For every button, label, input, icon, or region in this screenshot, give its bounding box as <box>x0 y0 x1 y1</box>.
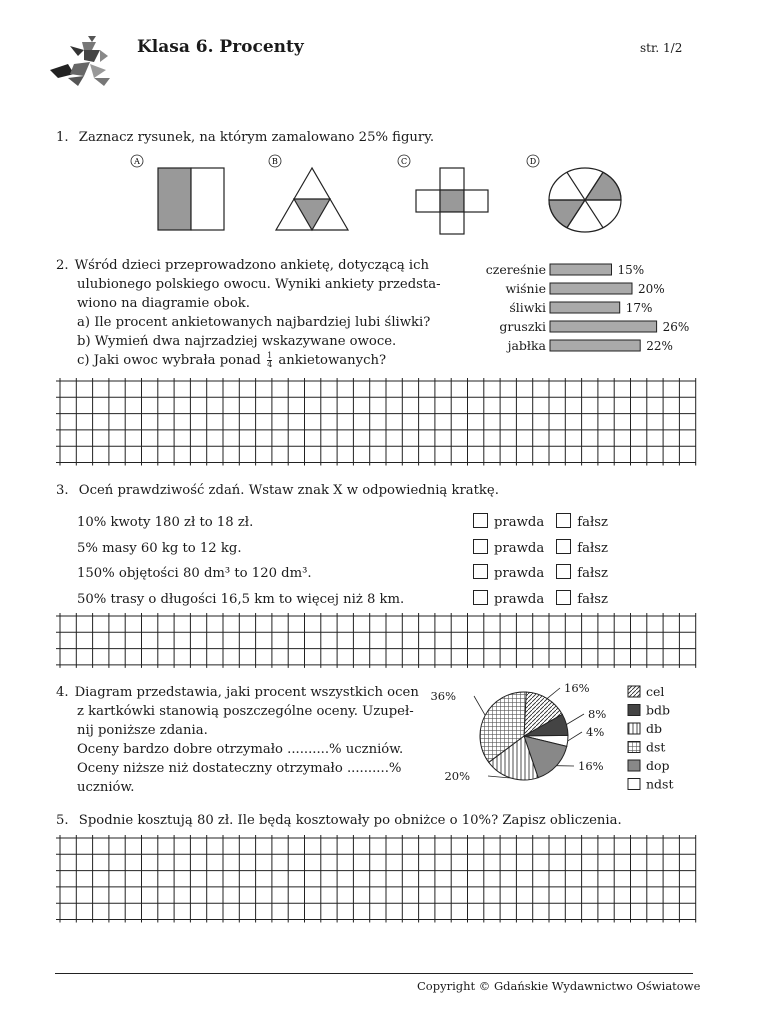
legend-swatch <box>628 760 640 771</box>
q2-line: a) Ile procent ankietowanych najbardziej lubi śliwki? <box>77 315 431 330</box>
copyright: Copyright © Gdańskie Wydawnictwo Oświatowe <box>417 979 701 993</box>
q4-line: nij poniższe zdania. <box>77 723 208 738</box>
false-checkbox[interactable] <box>556 590 571 605</box>
bar-category-label: wiśnie <box>505 281 546 296</box>
figure-d <box>549 168 621 232</box>
bar <box>550 264 612 275</box>
question-number: 4. <box>56 685 69 700</box>
pie-slice-label: 16% <box>564 681 590 695</box>
true-checkbox[interactable] <box>473 539 488 554</box>
true-checkbox[interactable] <box>473 513 488 528</box>
answer-grid-q5 <box>56 835 696 925</box>
answer-options <box>473 513 608 530</box>
q1-figures <box>120 150 640 240</box>
answer-blank[interactable]: .......... <box>287 742 330 757</box>
question-number: 2. <box>56 258 69 273</box>
bar <box>550 321 657 332</box>
pie-slice-label: 8% <box>588 707 607 721</box>
grades-pie-chart <box>430 678 690 798</box>
pie-slice-label: 4% <box>586 725 605 739</box>
footer-divider <box>55 973 693 974</box>
figure-c <box>416 168 488 234</box>
bar-value-label: 22% <box>646 339 673 353</box>
answer-options <box>473 564 608 581</box>
option-d-label: D <box>529 157 537 166</box>
question-4: 4. Diagram przedstawia, jaki procent wszystkich ocen z kartkówki stanowią poszczególne oceny. Uzupeł- nij poniższe zdania. Oceny bardzo dobre otrzymało ..........% uczniów. Oceny niższe niż dostateczny otrzymało ..........% uczniów. <box>56 683 426 797</box>
true-label: prawda <box>494 566 545 581</box>
bar-category-label: jabłka <box>507 338 546 353</box>
bar <box>550 283 632 294</box>
question-number: 3. <box>56 483 69 498</box>
q4-sentence: Oceny bardzo dobre otrzymało <box>77 742 283 757</box>
statement: 5% masy 60 kg to 12 kg. <box>77 540 242 556</box>
question-number: 1. <box>56 130 69 145</box>
figure-b <box>276 168 348 230</box>
pie-slice-label: 20% <box>444 769 470 783</box>
legend-label: dop <box>646 758 670 773</box>
page-title: Klasa 6. Procenty <box>137 37 304 57</box>
q2-c-prefix: c) Jaki owoc wybrała ponad <box>77 353 261 368</box>
question-number: 5. <box>56 813 69 828</box>
answer-options <box>473 590 608 607</box>
q2-c-suffix: ankietowanych? <box>278 353 387 368</box>
legend-label: db <box>646 721 663 736</box>
true-label: prawda <box>494 540 545 556</box>
false-label: fałsz <box>577 566 608 581</box>
true-checkbox[interactable] <box>473 590 488 605</box>
false-label: fałsz <box>577 540 608 556</box>
bar-category-label: śliwki <box>509 300 546 315</box>
legend-label: ndst <box>646 776 674 792</box>
question-2 <box>56 256 456 370</box>
question-text: Oceń prawdziwość zdań. Wstaw znak X w odpowiednią kratkę. <box>78 483 499 498</box>
q4-line: Diagram przedstawia, jaki procent wszystkich ocen <box>74 685 419 700</box>
legend-label: dst <box>646 739 666 755</box>
statement: 150% objętości 80 dm³ to 120 dm³. <box>77 566 312 581</box>
legend-label: cel <box>646 684 665 699</box>
answer-grid-q3 <box>56 613 696 665</box>
q2-line: Wśród dzieci przeprowadzono ankietę, dotyczącą ich <box>74 258 430 273</box>
q2-line: b) Wymień dwa najrzadziej wskazywane owoce. <box>77 334 397 349</box>
q2-line <box>77 351 456 370</box>
bar <box>550 302 620 313</box>
statement: 50% trasy o długości 16,5 km to więcej niż 8 km. <box>77 591 405 607</box>
question-3 <box>56 481 499 500</box>
bar-value-label: 20% <box>638 282 665 296</box>
question-text: Spodnie kosztują 80 zł. Ile będą kosztowały po obniżce o 10%? Zapisz obliczenia. <box>78 813 622 828</box>
answer-grid-q2 <box>56 378 696 464</box>
false-checkbox[interactable] <box>556 513 571 528</box>
q4-sentence: Oceny niższe niż dostateczny otrzymało <box>77 761 343 776</box>
pie-slice-label: 16% <box>578 759 604 773</box>
true-label: prawda <box>494 591 545 607</box>
legend-swatch <box>628 686 640 697</box>
bar-value-label: 17% <box>625 301 653 315</box>
bar-value-label: 26% <box>662 320 690 334</box>
figure-a <box>158 168 224 230</box>
question-5 <box>56 811 622 830</box>
answer-blank[interactable]: .......... <box>346 761 389 776</box>
legend-swatch <box>628 779 640 790</box>
q4-line: z kartkówki stanowią poszczególne oceny. Uzupeł- <box>77 704 414 719</box>
q2-line: wiono na diagramie obok. <box>77 296 250 311</box>
legend-swatch <box>628 742 640 753</box>
false-checkbox[interactable] <box>556 539 571 554</box>
q4-line: uczniów. <box>77 780 135 795</box>
legend-swatch <box>628 705 640 716</box>
fruit-bar-chart <box>470 258 700 358</box>
question-1 <box>56 128 434 147</box>
question-text: Zaznacz rysunek, na którym zamalowano 25% figury. <box>78 130 435 145</box>
option-c-label: C <box>400 157 408 166</box>
q2-line: ulubionego polskiego owocu. Wyniki ankiety przedsta- <box>77 277 441 292</box>
answer-options <box>473 539 608 556</box>
bar <box>550 340 640 351</box>
page-number: str. 1/2 <box>640 41 683 55</box>
fraction: $\frac{1}{4}$ <box>267 351 273 369</box>
false-label: fałsz <box>577 591 608 607</box>
legend-swatch <box>628 723 640 734</box>
true-label: prawda <box>494 515 545 530</box>
statement: 10% kwoty 180 zł to 18 zł. <box>77 515 254 530</box>
false-checkbox[interactable] <box>556 564 571 579</box>
bar-category-label: gruszki <box>499 319 546 334</box>
option-b-label: B <box>272 157 278 166</box>
bar-value-label: 15% <box>617 263 645 277</box>
option-a-label: A <box>134 157 140 166</box>
bar-category-label: czereśnie <box>485 262 546 277</box>
publisher-logo <box>48 34 118 88</box>
true-checkbox[interactable] <box>473 564 488 579</box>
pie-slice-label: 36% <box>430 689 456 703</box>
false-label: fałsz <box>577 515 608 530</box>
legend-label: bdb <box>646 702 671 718</box>
